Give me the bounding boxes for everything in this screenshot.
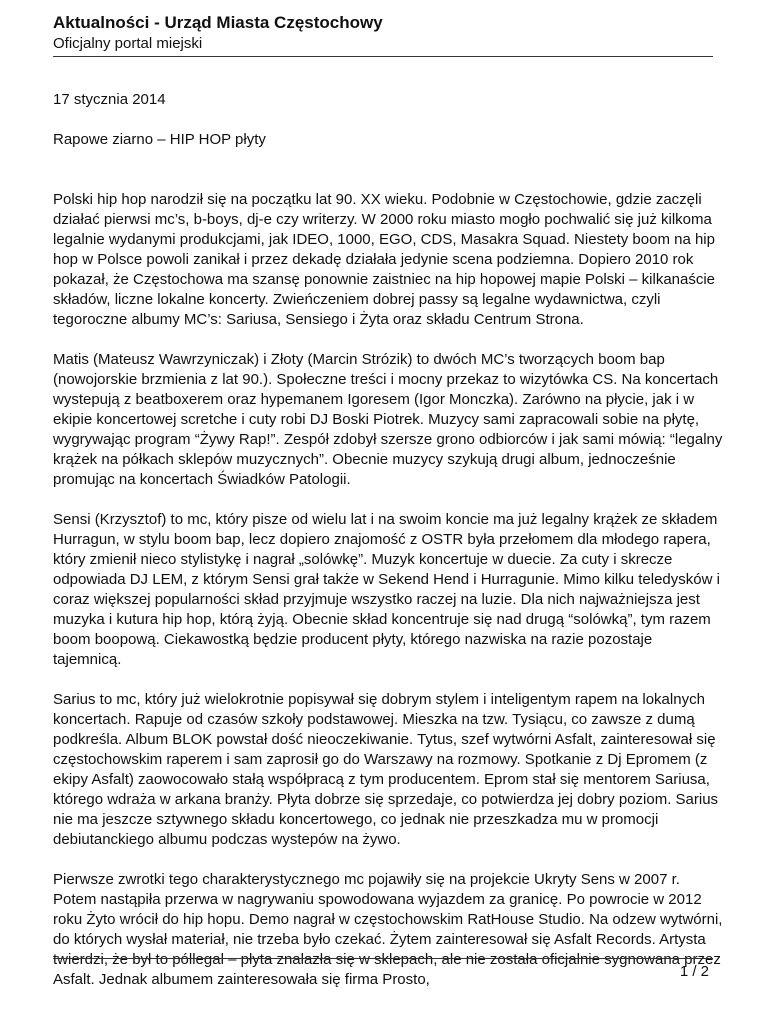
page-header: [53, 12, 713, 54]
site-title: Aktualności - Urząd Miasta Częstochowy: [53, 13, 383, 32]
article-date: 17 stycznia 2014: [53, 91, 166, 108]
paragraph-intro: Polski hip hop narodził się na początku lat 90. XX wieku. Podobnie w Częstochowie, gdzie zaczęli działać pierwsi mc’s, b-boys, dj-e czy writerzy. W 2000 roku miasto mogło pochwalić się już kilkoma legalnie wydanymi produkcjami, jak IDEO, 1000, EGO, CDS, Masakra Squad. Niestety boom na hip hop w Polsce powoli zanikał i przez dekadę działała jedynie scena podziemna. Dopiero 2010 rok pokazał, że Częstochowa ma szansę ponownie zaistniec na hip hopowej mapie Polski – kilkanaście składów, liczne lokalne koncerty. Zwieńczeniem dobrej passy są legalne wydawnictwa, czyli tegoroczne albumy MC’s: Sariusa, Sensiego i Żyta oraz składu Centrum Strona.: [53, 191, 716, 328]
site-subtitle: Oficjalny portal miejski: [53, 35, 203, 52]
page-number: 1 / 2: [679, 963, 709, 980]
paragraph-sensi: Sensi (Krzysztof) to mc, który pisze od wielu lat i na swoim koncie ma już legalny krążek ze składem Hurragun, w stylu boom bap, lecz dopiero znajomość z OSTR była przełomem dla młodego rapera, który zmienił nieco stylistykę i nagrał „solówkę”. Muzyk koncertuje w duecie. Za cuty i skrecze odpowiada DJ LEM, z którym Sensi grał także w Sekend Hend i Hurragunie. Mimo kilku teledysków i coraz większej popularności skład przyjmuje wszystko raczej na luzie. Dla nich najważniejsza jest muzyka i kutura hip hop, którą żyją. Obecnie skład koncentruje się nad drugą “solówką”, tym razem boom boopową. Ciekawostką będzie producent płyty, którego nazwiska na razie pozostaje tajemnicą.: [53, 511, 720, 668]
header-divider: [53, 56, 713, 57]
footer-divider: [53, 958, 713, 959]
paragraph-sarius: Sarius to mc, który już wielokrotnie popisywał się dobrym stylem i inteligentym rapem na lokalnych koncertach. Rapuje od czasów szkoły podstawowej. Mieszka na tzw. Tysiącu, co zawsze z dumą podkreśla. Album BLOK powstał dość nieoczekiwanie. Tytus, szef wytwórni Asfalt, zainteresował się częstochowskim raperem i sam zaprosił go do Warszawy na rozmowy. Spotkanie z Dj Epromem (z ekipy Asfalt) zaowocowało stałą współpracą z tym producentem. Eprom stał się mentorem Sariusa, którego wdraża w arkana branży. Płyta dobrze się sprzedaje, co potwierdza jej dobry poziom. Sarius nie ma jeszcze sztywnego składu koncertowego, co jednak nie przeszkadza mu w promocji debiutanckiego albumu podczas wystepów na żywo.: [53, 691, 719, 848]
article-headline: Rapowe ziarno – HIP HOP płyty: [53, 131, 266, 148]
article-body: [53, 90, 723, 1010]
paragraph-centrum-strona: Matis (Mateusz Wawrzyniczak) i Złoty (Marcin Strózik) to dwóch MC’s tworzących boom bap (nowojorskie brzmienia z lat 90.). Społeczne treści i mocny przekaz to wizytówka CS. Na koncertach wystepują z beatboxerem oraz hypemanem Igoresem (Igor Monczka). Zarówno na płycie, jak i w ekipie koncertowej scretche i cuty robi DJ Boski Piotrek. Muzycy sami zapracowali sobie na płytę, wygrywając program “Żywy Rap!”. Zespół zdobył szersze grono odbiorców i jak sami mówią: “legalny krążek na półkach sklepów muzycznych”. Obecnie muzycy szykują drugi album, jednocześnie promując na koncertach Świadków Patologii.: [53, 351, 723, 488]
paragraph-zyto: Pierwsze zwrotki tego charakterystycznego mc pojawiły się na projekcie Ukryty Sens w 2007 r. Potem nastąpiła przerwa w nagrywaniu spowodowana wyjazdem za granicę. Po powrocie w 2012 roku Żyto wrócił do hip hopu. Demo nagrał w częstochowskim RatHouse Studio. Na odzew wytwórni, do których wysłał materiał, nie trzeba było czekać. Żytem zainteresował się Asfalt Records. Artysta twierdzi, że był to póllegal – płyta znalazła się w sklepach, ale nie została oficjalnie sygnowana przez Asfalt. Jednak albumem zainteresowała się firma Prosto,: [53, 871, 723, 988]
